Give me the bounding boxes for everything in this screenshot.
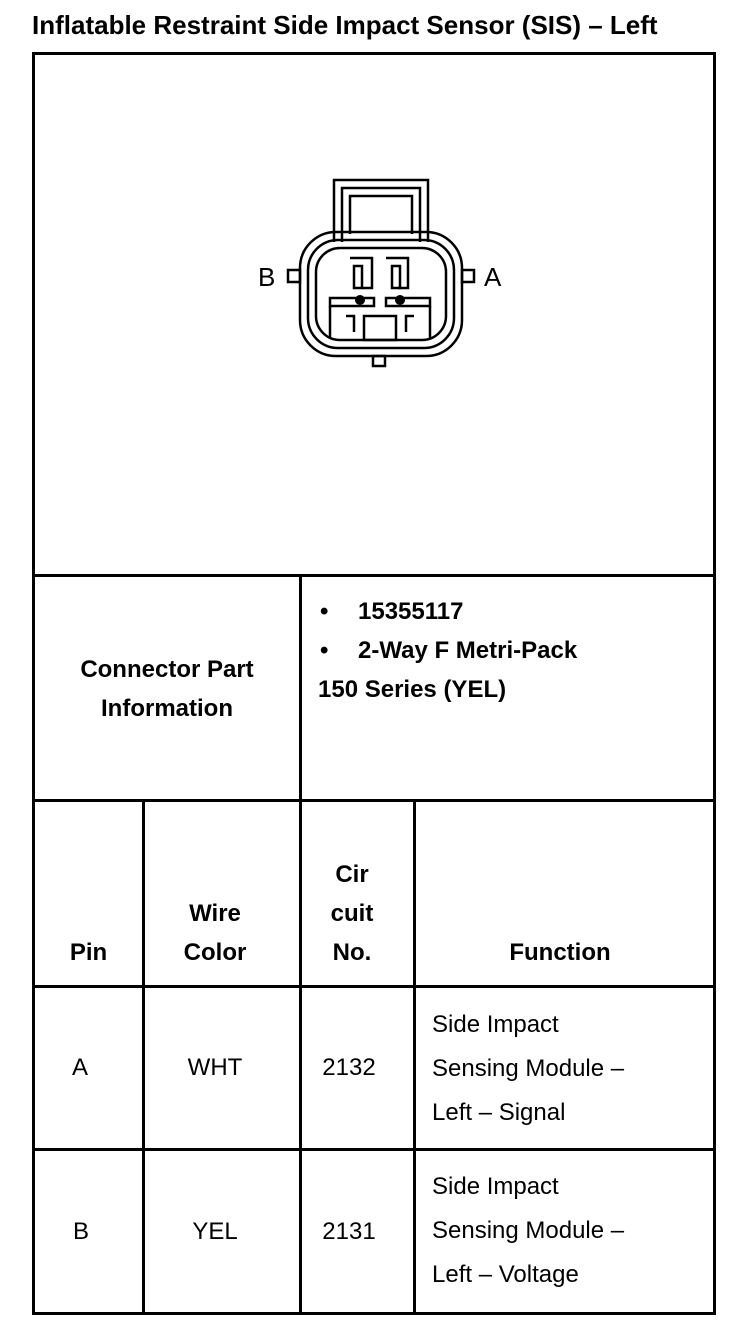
table-cell-pin: B	[72, 1217, 89, 1245]
page-title: Inflatable Restraint Side Impact Sensor (SIS) – Left	[32, 10, 658, 40]
table-cell-pin: A	[71, 1054, 88, 1081]
table-cell-function	[432, 1165, 624, 1297]
part-number	[320, 592, 577, 631]
header-wire-line: Wire	[189, 900, 241, 927]
header-circuit-no	[302, 855, 402, 972]
part-info-label	[35, 650, 299, 728]
header-function: Function	[509, 939, 611, 966]
header-wire-line: Color	[183, 939, 247, 966]
function-line: Left – Signal	[432, 1099, 566, 1126]
table-cell-function	[432, 1003, 624, 1135]
divider	[413, 800, 416, 1314]
bullet-icon: •	[320, 637, 329, 664]
table-cell-wire-color: YEL	[192, 1217, 238, 1245]
divider	[32, 799, 716, 802]
bullet-icon: •	[320, 598, 329, 625]
pin-label-a: A	[484, 262, 502, 292]
divider	[32, 574, 716, 577]
function-line: Side Impact	[432, 1011, 559, 1038]
function-line: Sensing Module –	[432, 1217, 625, 1244]
function-line: Sensing Module –	[432, 1055, 625, 1082]
header-wire-color	[145, 894, 285, 972]
table-cell-circuit: 2131	[322, 1217, 376, 1245]
header-circuit-line: cuit	[330, 900, 374, 927]
part-type-value: 2-Way F Metri-Pack	[358, 637, 578, 664]
function-line: Left – Voltage	[432, 1261, 579, 1288]
part-type	[320, 631, 577, 670]
pin-label-b: B	[258, 262, 276, 292]
part-info-label-line: Information	[101, 695, 233, 722]
table-cell-circuit: 2132	[322, 1054, 376, 1081]
connector-face-icon	[250, 170, 510, 380]
part-info-list	[320, 592, 577, 709]
divider	[32, 1312, 716, 1315]
part-series-value: 150 Series (YEL)	[318, 676, 507, 703]
part-number-value: 15355117	[358, 598, 464, 625]
function-line: Side Impact	[432, 1173, 559, 1200]
table-cell-wire-color: WHT	[187, 1054, 243, 1081]
header-circuit-line: Cir	[335, 861, 369, 888]
part-info-label-line: Connector Part	[80, 656, 254, 683]
header-pin: Pin	[69, 939, 108, 966]
header-circuit-line: No.	[332, 939, 372, 966]
